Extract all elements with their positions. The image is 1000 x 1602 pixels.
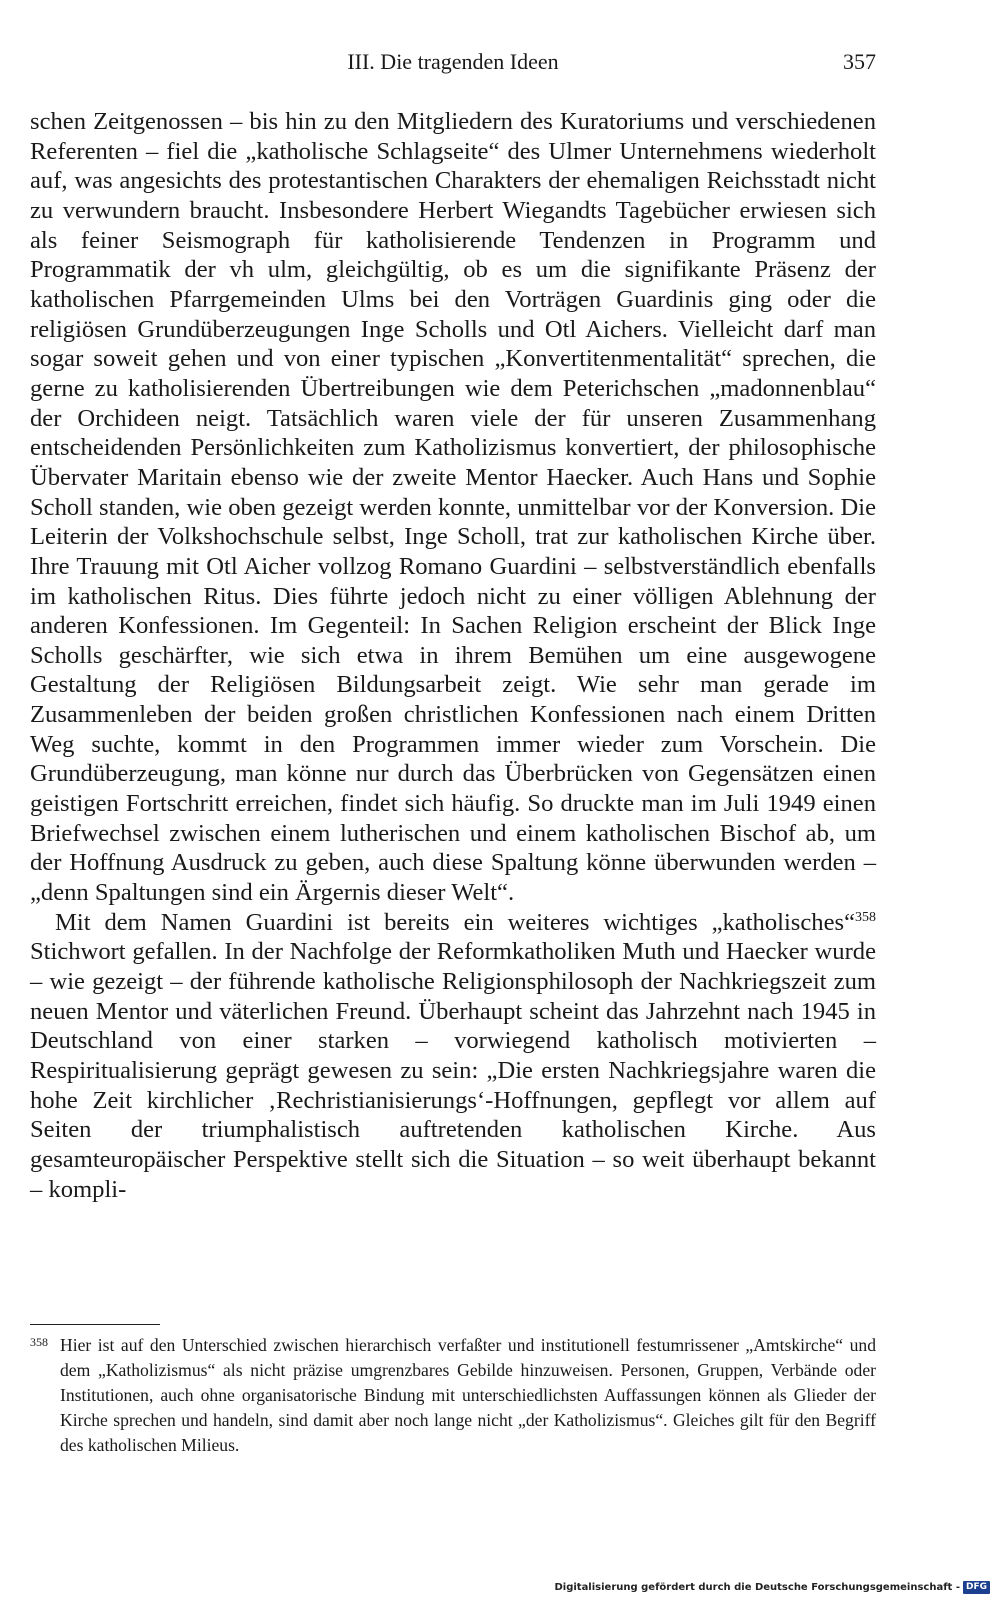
paragraph-2-rest: Stichwort gefallen. In der Nachfolge der Reformkatholiken Muth und Haecker wurde – wie gezeigt – der führende katholische Religionsphilosoph der Nachkriegszeit zum neuen Mentor und väterlichen Freund. Überhaupt scheint das Jahrzehnt nach 1945 in Deutschland von einer starken – vorwiegend katholisch motivierten – Respiritualisierung geprägt gewesen zu sein: „Die ersten Nachkriegsjahre waren die hohe Zeit kirchlicher ‚Rechristianisierungs‘-Hoffnungen, gepflegt vor allem auf Seiten der triumphalistisch auftretenden katholischen Kirche. Aus gesamteuropäischer Perspektive stellt sich die Situation – so weit überhaupt bekannt – kompli-	[30, 938, 876, 1203]
paragraph-1: schen Zeitgenossen – bis hin zu den Mitgliedern des Kuratoriums und verschiedenen Referenten – fiel die „katholische Schlagseite“ des Ulmer Unternehmens wiederholt auf, was angesichts des protestantischen Charakters der ehemaligen Reichsstadt nicht zu verwundern braucht. Insbesondere Herbert Wiegandts Tagebücher erwiesen sich als feiner Seismograph für katholisierende Tendenzen in Programm und Programmatik der vh ulm, gleichgültig, ob es um die signifikante Präsenz der katholischen Pfarrgemeinden Ulms bei den Vorträgen Guardinis ging oder die religiösen Grundüberzeugungen Inge Scholls und Otl Aichers. Vielleicht darf man sogar soweit gehen und von einer typischen „Konvertitenmentalität“ sprechen, die gerne zu katholisierenden Übertreibungen wie dem Peterichschen „madonnenblau“ der Orchideen neigt. Tatsächlich waren viele der für unseren Zusammenhang entscheidenden Persönlichkeiten zum Katholizismus konvertiert, der philosophische Übervater Maritain ebenso wie der zweite Mentor Haecker. Auch Hans und Sophie Scholl standen, wie oben gezeigt werden konnte, unmittelbar vor der Konversion. Die Leiterin der Volkshochschule selbst, Inge Scholl, trat zur katholischen Kirche über. Ihre Trauung mit Otl Aicher vollzog Romano Guardini – selbstverständlich ebenfalls im katholischen Ritus. Dies führte jedoch nicht zu einer völligen Ablehnung der anderen Konfessionen. Im Gegenteil: In Sachen Religion erscheint der Blick Inge Scholls geschärfter, wie sich etwa in ihrem Bemühen um eine ausgewogene Gestaltung der Religiösen Bildungsarbeit zeigt. Wie sehr man gerade im Zusammenleben der beiden großen christlichen Konfessionen nach einem Dritten Weg suchte, kommt in den Programmen immer wieder zum Vorschein. Die Grundüberzeugung, man könne nur durch das Überbrücken von Gegensätzen einen geistigen Fortschritt erreichen, findet sich häufig. So druckte man im Juli 1949 einen Briefwechsel zwischen einem lutherischen und einem katholischen Bischof ab, um der Hoffnung Ausdruck zu geben, auch diese Spaltung könne überwunden werden – „denn Spaltungen sind ein Ärgernis dieser Welt“.	[30, 108, 876, 907]
footnote-358	[30, 1333, 876, 1458]
paragraph-2-start: Mit dem Namen Guardini ist bereits ein weiteres wichtiges „katholisches“	[55, 908, 855, 936]
dfg-logo: DFG	[963, 1581, 990, 1594]
running-title: III. Die tragenden Ideen	[347, 49, 559, 74]
running-head	[30, 44, 876, 80]
paragraph-2	[30, 908, 876, 1205]
footnote-reference-358: 358	[855, 909, 876, 925]
page-number: 357	[843, 49, 876, 74]
footnote-text: Hier ist auf den Unterschied zwischen hierarchisch verfaßter und institutionell festumrissener „Amtskirche“ und dem „Katholizismus“ als nicht präzise umgrenzbares Gebilde hinzuweisen. Personen, Gruppen, Verbände oder Institutionen, auch ohne organisatorische Bindung mit unterschiedlichsten Auffassungen können als Glieder der Kirche sprechen und handeln, sind damit aber noch lange nicht „der Katholizismus“. Gleiches gilt für den Begriff des katholischen Milieus.	[60, 1335, 876, 1455]
body-text	[30, 107, 876, 1204]
credit-text: Digitalisierung gefördert durch die Deutsche Forschungsgemeinschaft -	[554, 1582, 960, 1593]
footnote-divider	[30, 1324, 160, 1325]
digitization-credit	[554, 1580, 990, 1596]
footnote-number: 358	[30, 1335, 48, 1349]
